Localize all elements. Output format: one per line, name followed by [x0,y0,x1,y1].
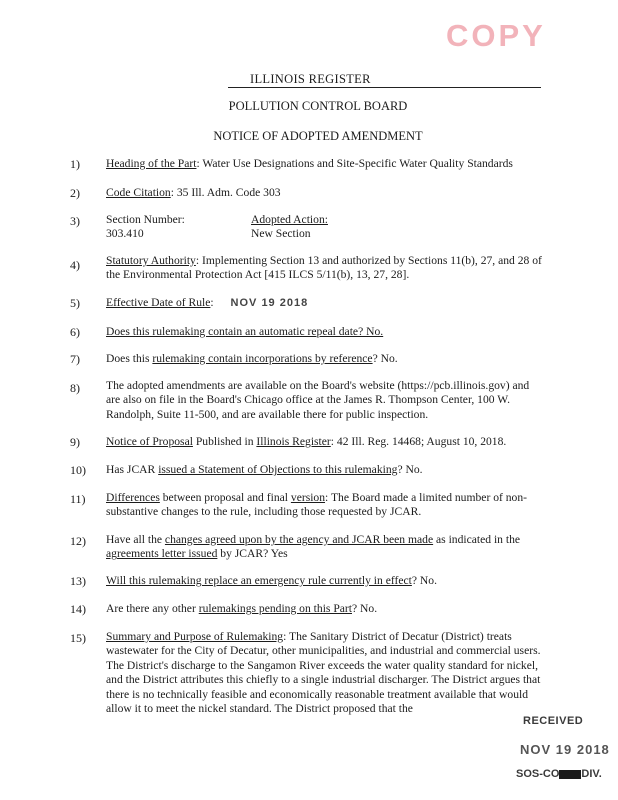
item-number: 4) [70,258,80,272]
item-number: 8) [70,381,80,395]
item-text: as indicated in the [433,533,521,546]
section-number-column [106,213,246,242]
section-number-value: 303.410 [106,227,144,241]
item-text: between proposal and final [159,491,291,504]
item-text-underlined: rulemaking contain incorporations by reference [152,352,373,365]
item-repeal-date [106,325,546,339]
received-stamp-office [516,768,602,780]
item-text-underlined: Will this rulemaking replace an emergency rule currently in effect [106,574,412,587]
item-text: : [210,296,214,309]
item-text: : Water Use Designations and Site-Specific Water Quality Standards [196,157,513,170]
item-text: ? No. [397,463,423,476]
effective-date-stamp: NOV 19 2018 [230,297,309,309]
item-number: 10) [70,463,86,477]
item-text: Has JCAR [106,463,159,476]
item-effective-date [106,296,546,310]
received-stamp-office-part: DIV. [581,768,602,780]
item-text: Does this rulemaking contain an automatic repeal date? No. [106,325,384,338]
item-text: : The Board made a limited number of non-substantive changes to the rule, including those requested by JCAR. [106,491,528,519]
item-label: version [290,491,326,504]
item-text: Published in [192,435,257,448]
header-rule [228,87,541,88]
item-text: : Implementing Section 13 and authorized by Sections 11(b), 27, and 28 of the Environmental Protection Act [415 ILCS 5/11(b), 13, 27, 28]. [106,254,542,282]
item-number: 2) [70,186,80,200]
item-text: : The Sanitary District of Decatur (District) treats wastewater for the City of Decatur, other municipalities, and industrial and commercial users. The District's discharge to the Sangamon River exceeds the water quality standard for nickel, and the District attributes this chiefly to a single industrial discharger. The District argues that there is no technically feasible and economically reasonable treatment available that would allow it to meet the nickel standard. The District proposed that the [106,630,541,716]
item-text: ? No. [411,574,438,587]
item-text: Have all the [106,533,165,546]
item-differences [106,491,546,520]
item-number: 15) [70,631,86,645]
adopted-action-column [251,213,328,242]
item-text: : 42 Ill. Reg. 14468; August 10, 2018. [330,435,507,448]
item-text-underlined: issued a Statement of Objections to this rulemaking [158,463,398,476]
section-number-heading: Section Number: [106,213,185,226]
item-label: Illinois Register [256,435,331,448]
register-header: ILLINOIS REGISTER [250,72,371,86]
item-number: 14) [70,602,86,616]
item-label: Effective Date of Rule [106,296,211,309]
received-stamp-date: NOV 19 2018 [520,742,610,757]
item-text: ? No. [352,602,378,615]
item-incorporations [106,352,546,366]
copy-stamp: COPY [446,18,546,53]
item-label: Statutory Authority [106,254,196,267]
item-label: Differences [106,491,160,504]
item-text-underlined: rulemakings pending on this Part [198,602,352,615]
item-pending-rulemakings [106,602,546,616]
item-text: Does this [106,352,153,365]
item-number: 9) [70,435,80,449]
adopted-action-heading: Adopted Action: [251,213,328,226]
item-label: Notice of Proposal [106,435,193,448]
board-title: POLLUTION CONTROL BOARD [228,99,408,113]
item-number: 3) [70,214,80,228]
item-availability: The adopted amendments are available on the Board's website (https://pcb.illinois.gov) and are also on file in the Board's Chicago office at the James R. Thompson Center, 100 W. Randolph, Suite 11-500, and are available there for public inspection. [106,379,530,421]
item-heading-of-part [106,157,546,171]
item-text-underlined: agreements letter issued [106,547,218,561]
item-number: 7) [70,352,80,366]
item-code-citation [106,186,546,200]
received-stamp-label: RECEIVED [523,715,584,727]
item-statutory-authority [106,254,546,283]
item-text: ? No. [372,352,398,365]
item-notice-of-proposal [106,435,546,449]
item-jcar-agreements [106,533,546,562]
item-number: 6) [70,325,80,339]
item-label: Heading of the Part [106,157,197,170]
adopted-action-value: New Section [251,227,311,241]
item-number: 1) [70,157,80,171]
item-number: 12) [70,534,86,548]
item-label: Code Citation [106,186,171,199]
item-text: : 35 Ill. Adm. Code 303 [170,186,281,199]
notice-title: NOTICE OF ADOPTED AMENDMENT [213,129,423,143]
item-jcar-objections [106,463,546,477]
item-text: by JCAR? Yes [217,547,288,561]
item-number: 5) [70,296,80,310]
item-label: Summary and Purpose of Rulemaking [106,630,284,643]
item-emergency-rule [106,574,546,588]
item-number: 13) [70,574,86,588]
redaction-mark [559,770,581,779]
item-text-underlined: changes agreed upon by the agency and JCAR been made [164,533,434,546]
item-number: 11) [70,492,86,506]
received-stamp-office-part: SOS-CO [516,768,560,780]
item-summary-purpose [106,630,546,716]
item-text: Are there any other [106,602,199,615]
